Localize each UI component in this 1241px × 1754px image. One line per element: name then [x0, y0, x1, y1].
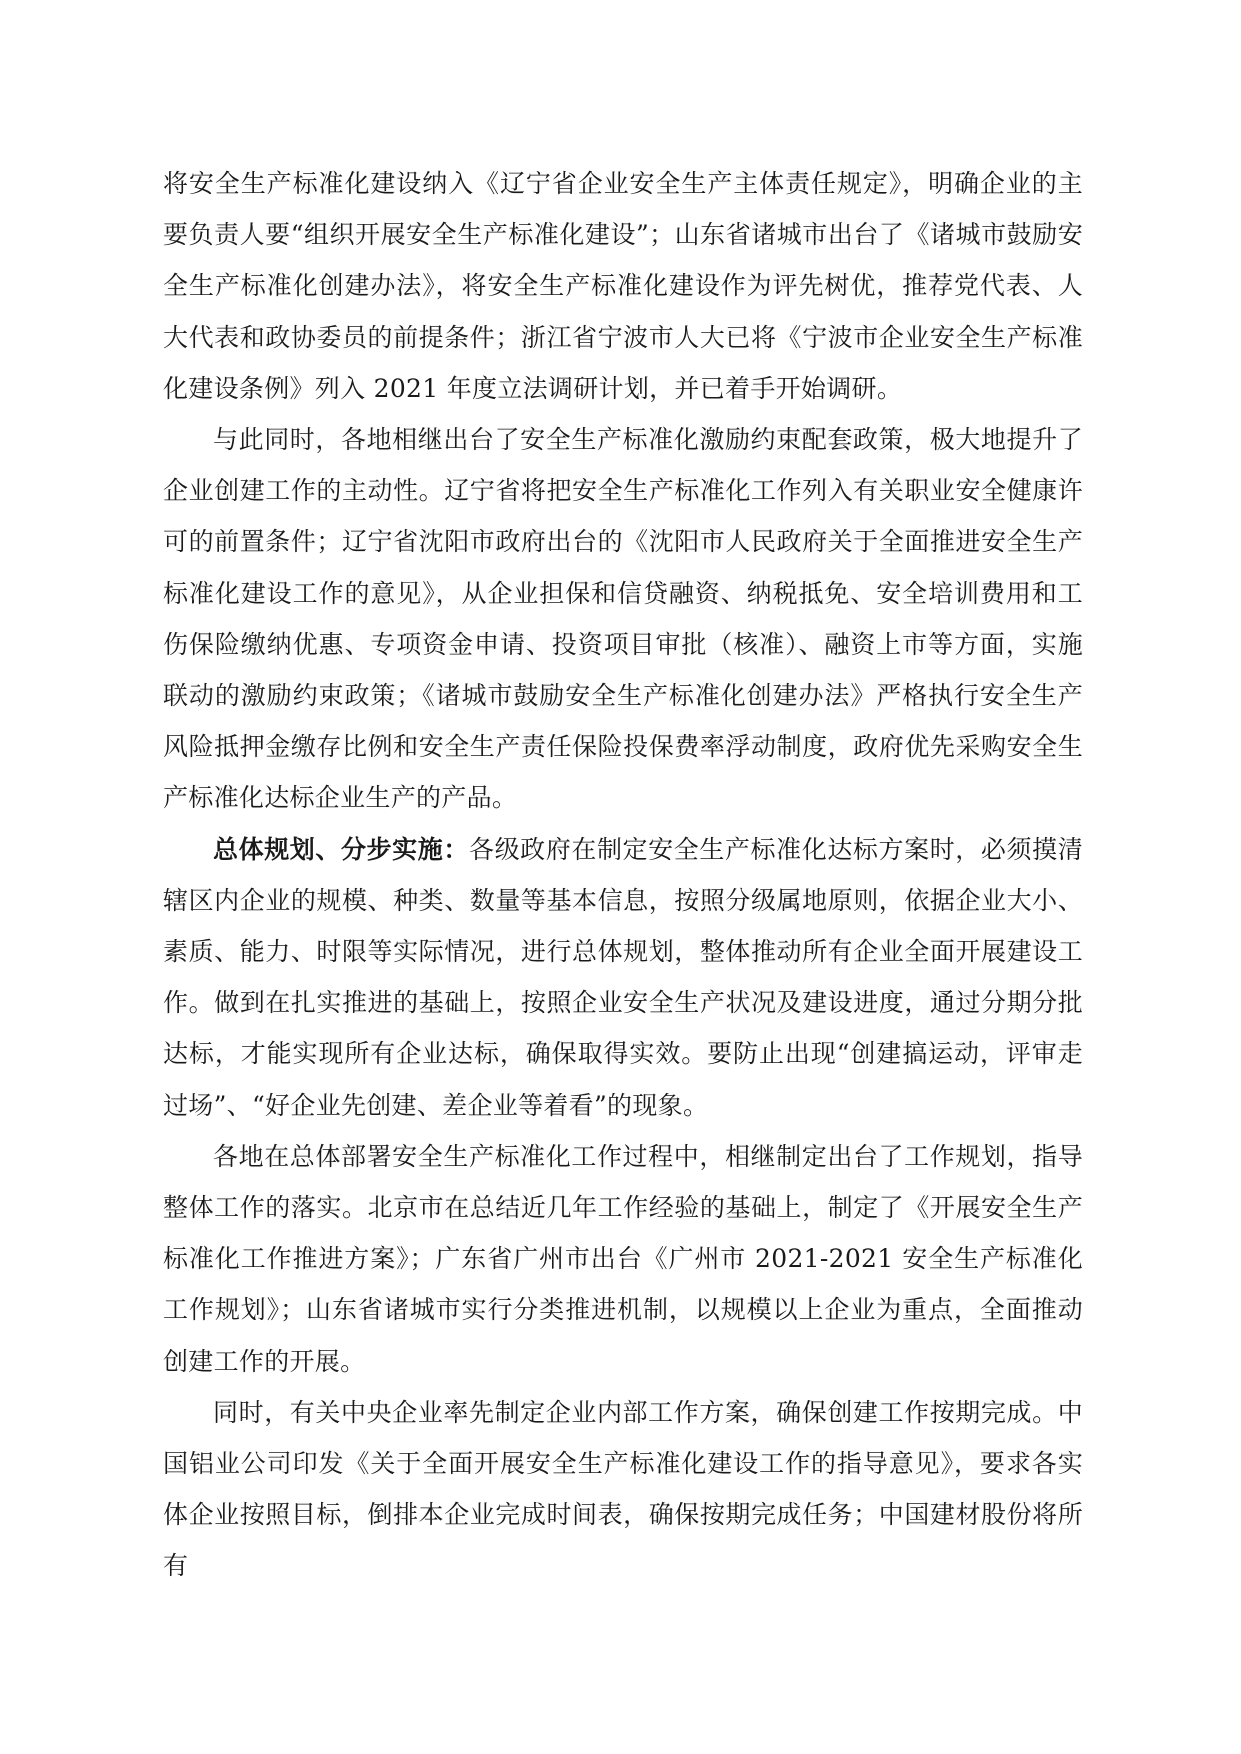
paragraph-3-lead: 总体规划、分步实施： — [213, 834, 469, 864]
paragraph-3-text: 各级政府在制定安全生产标准化达标方案时，必须摸清辖区内企业的规模、种类、数量等基本信息，按照分级属地原则，依据企业大小、素质、能力、时限等实际情况，进行总体规划，整体推动所有企业全面开展建设工作。做到在扎实推进的基础上，按照企业安全生产状况及建设进度，通过分期分批达标，才能实现所有企业达标，确保取得实效。要防止出现“创建搞运动，评审走过场”、“好企业先创建、差企业等着看”的现象。 — [163, 834, 1083, 1120]
paragraph-3 — [163, 824, 1083, 1131]
paragraph-2 — [163, 414, 1083, 824]
paragraph-2-text: 与此同时，各地相继出台了安全生产标准化激励约束配套政策，极大地提升了企业创建工作的主动性。辽宁省将把安全生产标准化工作列入有关职业安全健康许可的前置条件；辽宁省沈阳市政府出台的《沈阳市人民政府关于全面推进安全生产标准化建设工作的意见》，从企业担保和信贷融资、纳税抵免、安全培训费用和工伤保险缴纳优惠、专项资金申请、投资项目审批（核准）、融资上市等方面，实施联动的激励约束政策；《诸城市鼓励安全生产标准化创建办法》严格执行安全生产风险抵押金缴存比例和安全生产责任保险投保费率浮动制度，政府优先采购安全生产标准化达标企业生产的产品。 — [163, 425, 1083, 813]
paragraph-5 — [163, 1387, 1083, 1592]
paragraph-1-text: 将安全生产标准化建设纳入《辽宁省企业安全生产主体责任规定》，明确企业的主要负责人要“组织开展安全生产标准化建设”；山东省诸城市出台了《诸城市鼓励安全生产标准化创建办法》，将安全生产标准化建设作为评先树优，推荐党代表、人大代表和政协委员的前提条件；浙江省宁波市人大已将《宁波市企业安全生产标准化建设条例》列入 2021 年度立法调研计划，并已着手开始调研。 — [163, 169, 1083, 403]
paragraph-1 — [163, 158, 1083, 414]
document-page — [163, 158, 1083, 1592]
paragraph-5-text: 同时，有关中央企业率先制定企业内部工作方案，确保创建工作按期完成。中国铝业公司印发《关于全面开展安全生产标准化建设工作的指导意见》，要求各实体企业按照目标，倒排本企业完成时间表，确保按期完成任务；中国建材股份将所有 — [163, 1397, 1083, 1581]
paragraph-4-text: 各地在总体部署安全生产标准化工作过程中，相继制定出台了工作规划，指导整体工作的落实。北京市在总结近几年工作经验的基础上，制定了《开展安全生产标准化工作推进方案》；广东省广州市出台《广州市 2021-2021 安全生产标准化工作规划》；山东省诸城市实行分类推进机制，以规模以上企业为重点，全面推动创建工作的开展。 — [163, 1141, 1083, 1376]
paragraph-4 — [163, 1131, 1083, 1387]
